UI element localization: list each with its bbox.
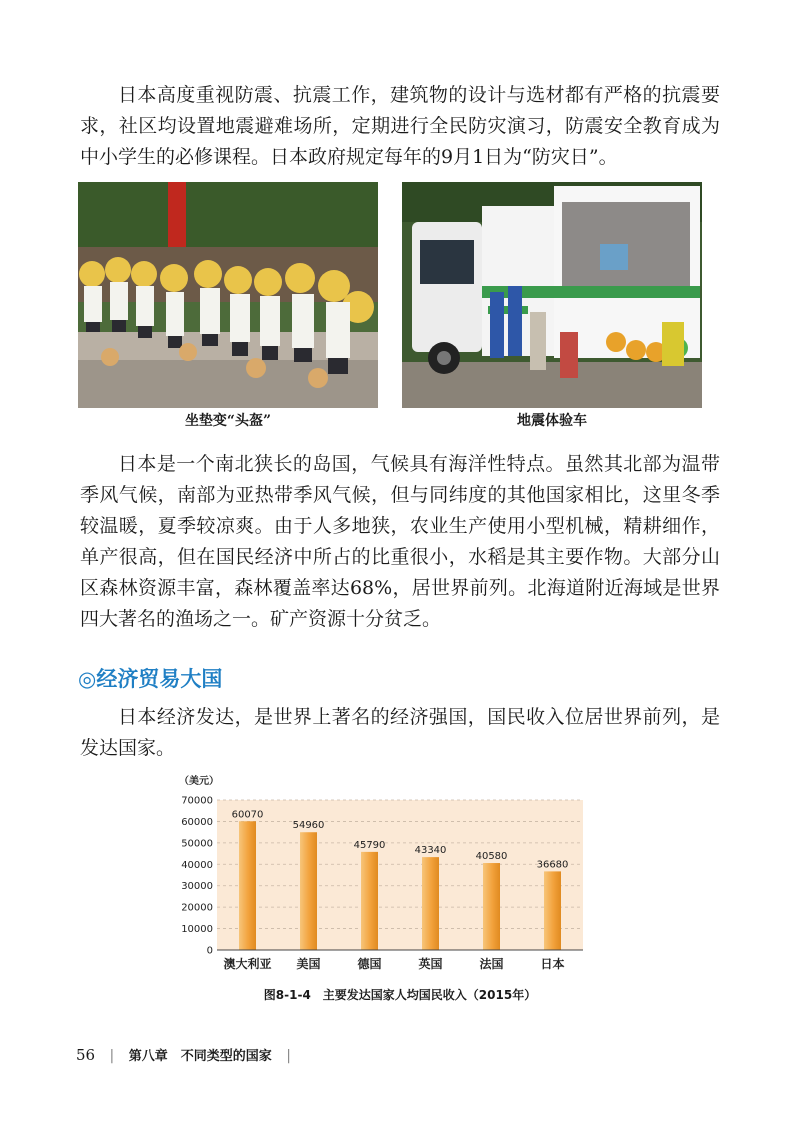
category-label: 法国 [479,957,504,971]
y-tick-label: 10000 [181,924,213,936]
y-axis-unit-label: （美元） [179,776,219,787]
gni-bar-chart [175,768,595,1008]
category-label: 日本 [540,957,565,971]
footer-divider: | [286,1048,291,1064]
bar-value-label: 40580 [475,851,508,863]
page-footer [76,1045,301,1064]
y-tick-label: 40000 [181,859,213,871]
bar-value-label: 54960 [292,820,325,832]
bar-value-label: 45790 [353,839,386,851]
bar-value-label: 36680 [536,859,569,871]
y-tick-label: 20000 [181,902,213,914]
y-tick-label: 30000 [181,881,213,893]
section-title: ◎经济贸易大国 [78,667,223,691]
y-tick-label: 50000 [181,838,213,850]
bar [422,857,439,950]
chart-plot-area [217,800,583,950]
category-label: 德国 [357,957,382,971]
bar [300,832,317,950]
y-tick-label: 60000 [181,816,213,828]
figure-caption: 图8-1-4 主要发达国家人均国民收入（2015年） [263,988,537,1002]
footer-divider: | [109,1048,115,1064]
paragraph-economy-intro: 日本经济发达，是世界上著名的经济强国，国民收入位居世界前列，是发达国家。 [80,706,720,759]
bar [483,863,500,950]
photo-caption-left: 坐垫变“头盔” [184,413,272,429]
bar [361,852,378,950]
y-tick-label: 70000 [181,795,213,807]
photo-earthquake-simulation-truck [402,182,702,408]
paragraph-japan-geography: 日本是一个南北狭长的岛国，气候具有海洋性特点。虽然其北部为温带季风气候，南部为亚热带季风气候，但与同纬度的其他国家相比，这里冬季较温暖，夏季较凉爽。由于人多地狭，农业生产使用小型机械，精耕细作，单产很高，但在国民经济中所占的比重很小，水稻是其主要作物。大部分山区森林资源丰富，森林覆盖率达68%，居世界前列。北海道附近海域是世界四大著名的渔场之一。矿产资源十分贫乏。 [80,453,720,630]
photo-children-cushion-helmets [78,182,378,408]
category-label: 英国 [418,957,443,971]
bar-value-label: 43340 [414,845,447,857]
photo-caption-right: 地震体验车 [517,413,587,429]
page-number: 56 [76,1046,96,1064]
bar-value-label: 60070 [231,809,264,821]
bar [544,871,561,950]
chapter-title: 第八章 不同类型的国家 [128,1049,272,1064]
bar [239,821,256,950]
category-label: 美国 [296,957,321,971]
category-label: 澳大利亚 [223,957,272,971]
paragraph-earthquake-prevention: 日本高度重视防震、抗震工作，建筑物的设计与选材都有严格的抗震要求，社区均设置地震避难场所，定期进行全民防灾演习，防震安全教育成为中小学生的必修课程。日本政府规定每年的9月1日为“防灾日”。 [80,84,720,168]
y-tick-label: 0 [206,945,213,957]
